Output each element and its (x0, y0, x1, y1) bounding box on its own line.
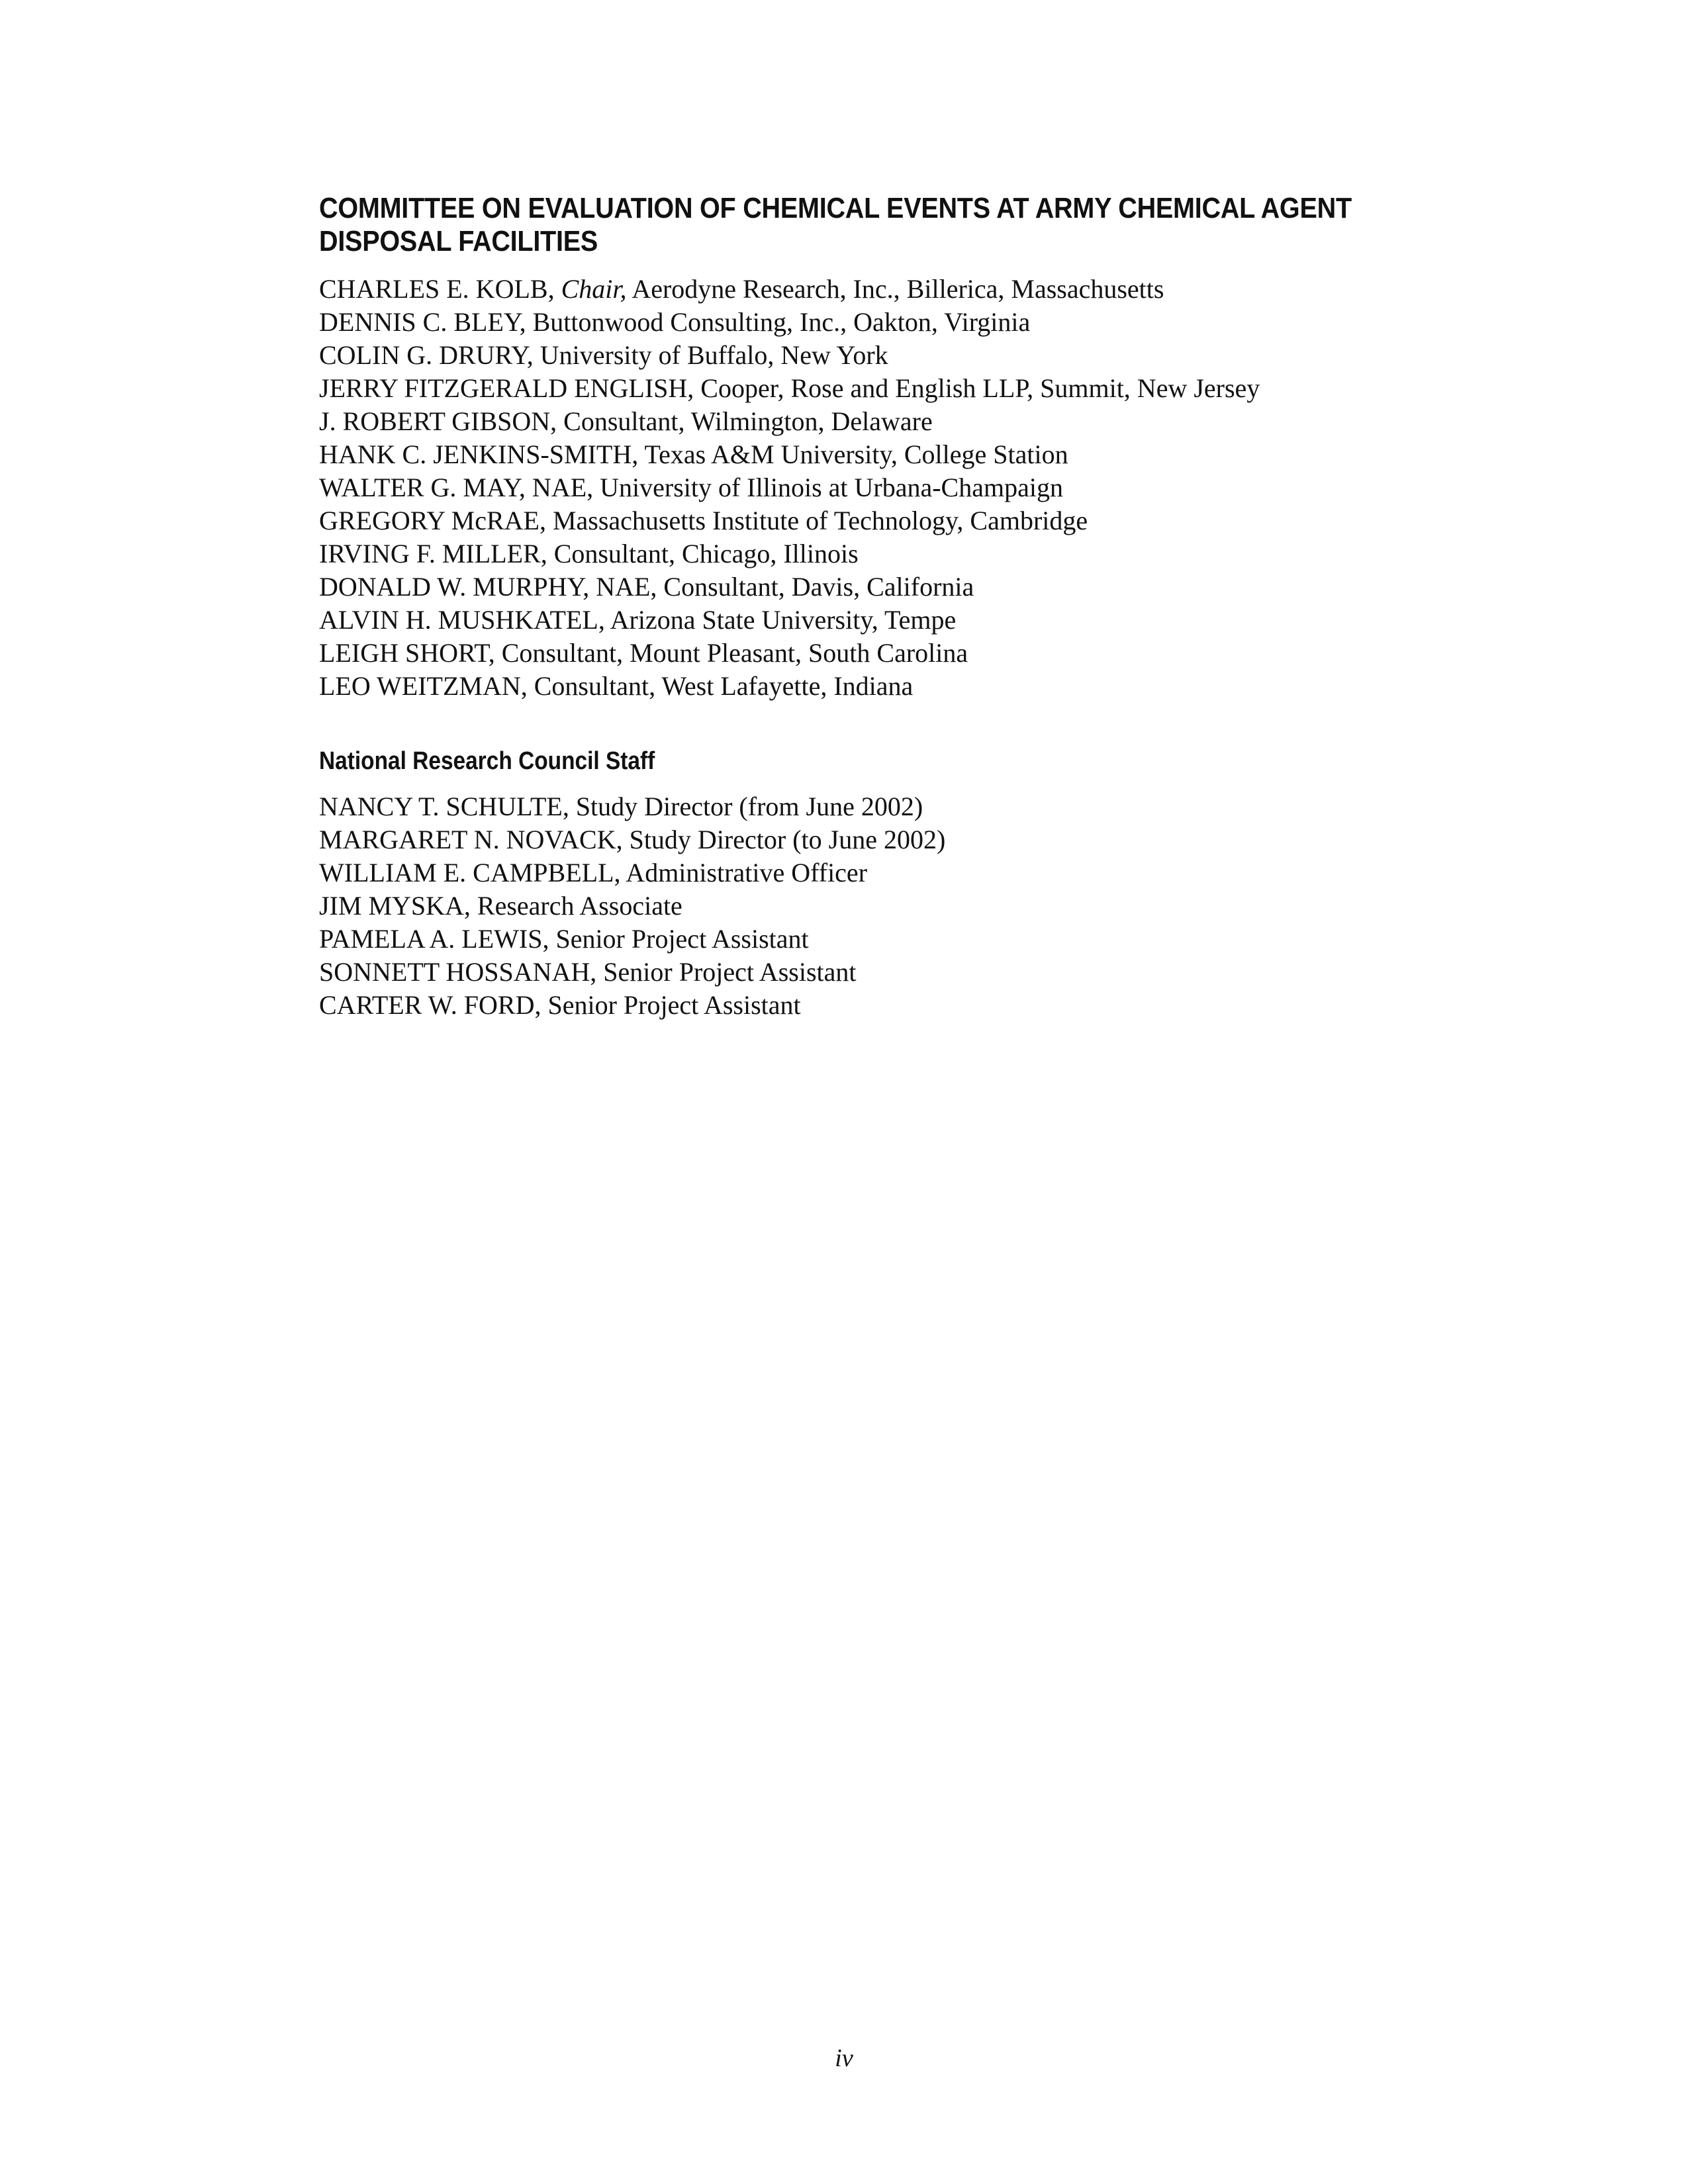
committee-member: COLIN G. DRURY, University of Buffalo, New York (319, 340, 888, 370)
chair-name: CHARLES E. KOLB, (319, 274, 555, 304)
page-number: iv (835, 2044, 853, 2072)
committee-member: ALVIN H. MUSHKATEL, Arizona State University, Tempe (319, 605, 957, 635)
staff-member: SONNETT HOSSANAH, Senior Project Assistant (319, 957, 857, 987)
committee-member: GREGORY McRAE, Massachusetts Institute of Technology, Cambridge (319, 506, 1088, 535)
staff-member: MARGARET N. NOVACK, Study Director (to June 2002) (319, 825, 946, 854)
committee-chair (319, 273, 1411, 306)
committee-member: IRVING F. MILLER, Consultant, Chicago, Illinois (319, 539, 859, 569)
committee-member: HANK C. JENKINS-SMITH, Texas A&M University, College Station (319, 439, 1068, 469)
staff-members-list (319, 790, 1411, 1022)
committee-member: JERRY FITZGERALD ENGLISH, Cooper, Rose and English LLP, Summit, New Jersey (319, 373, 1260, 403)
committee-members-list (319, 273, 1411, 703)
staff-member: JIM MYSKA, Research Associate (319, 891, 682, 921)
staff-member: CARTER W. FORD, Senior Project Assistant (319, 990, 801, 1020)
committee-member: LEIGH SHORT, Consultant, Mount Pleasant, South Carolina (319, 638, 968, 668)
committee-member: LEO WEITZMAN, Consultant, West Lafayette, Indiana (319, 671, 914, 701)
staff-heading: National Research Council Staff (319, 747, 655, 775)
committee-member: J. ROBERT GIBSON, Consultant, Wilmington, Delaware (319, 406, 933, 436)
committee-member: WALTER G. MAY, NAE, University of Illinois at Urbana-Champaign (319, 473, 1063, 502)
staff-member: PAMELA A. LEWIS, Senior Project Assistant (319, 924, 809, 954)
staff-member: NANCY T. SCHULTE, Study Director (from June 2002) (319, 792, 923, 821)
page-content (319, 192, 1411, 1022)
committee-heading (319, 192, 1352, 258)
committee-member: DENNIS C. BLEY, Buttonwood Consulting, Inc., Oakton, Virginia (319, 307, 1031, 337)
committee-member: DONALD W. MURPHY, NAE, Consultant, Davis, California (319, 572, 974, 602)
staff-member: WILLIAM E. CAMPBELL, Administrative Officer (319, 858, 868, 887)
committee-heading-line-1: COMMITTEE ON EVALUATION OF CHEMICAL EVENTS AT ARMY CHEMICAL AGENT (319, 192, 1352, 224)
committee-heading-line-2: DISPOSAL FACILITIES (319, 225, 598, 257)
chair-role: Chair, (561, 274, 627, 304)
chair-affiliation: Aerodyne Research, Inc., Billerica, Massachusetts (632, 274, 1164, 304)
